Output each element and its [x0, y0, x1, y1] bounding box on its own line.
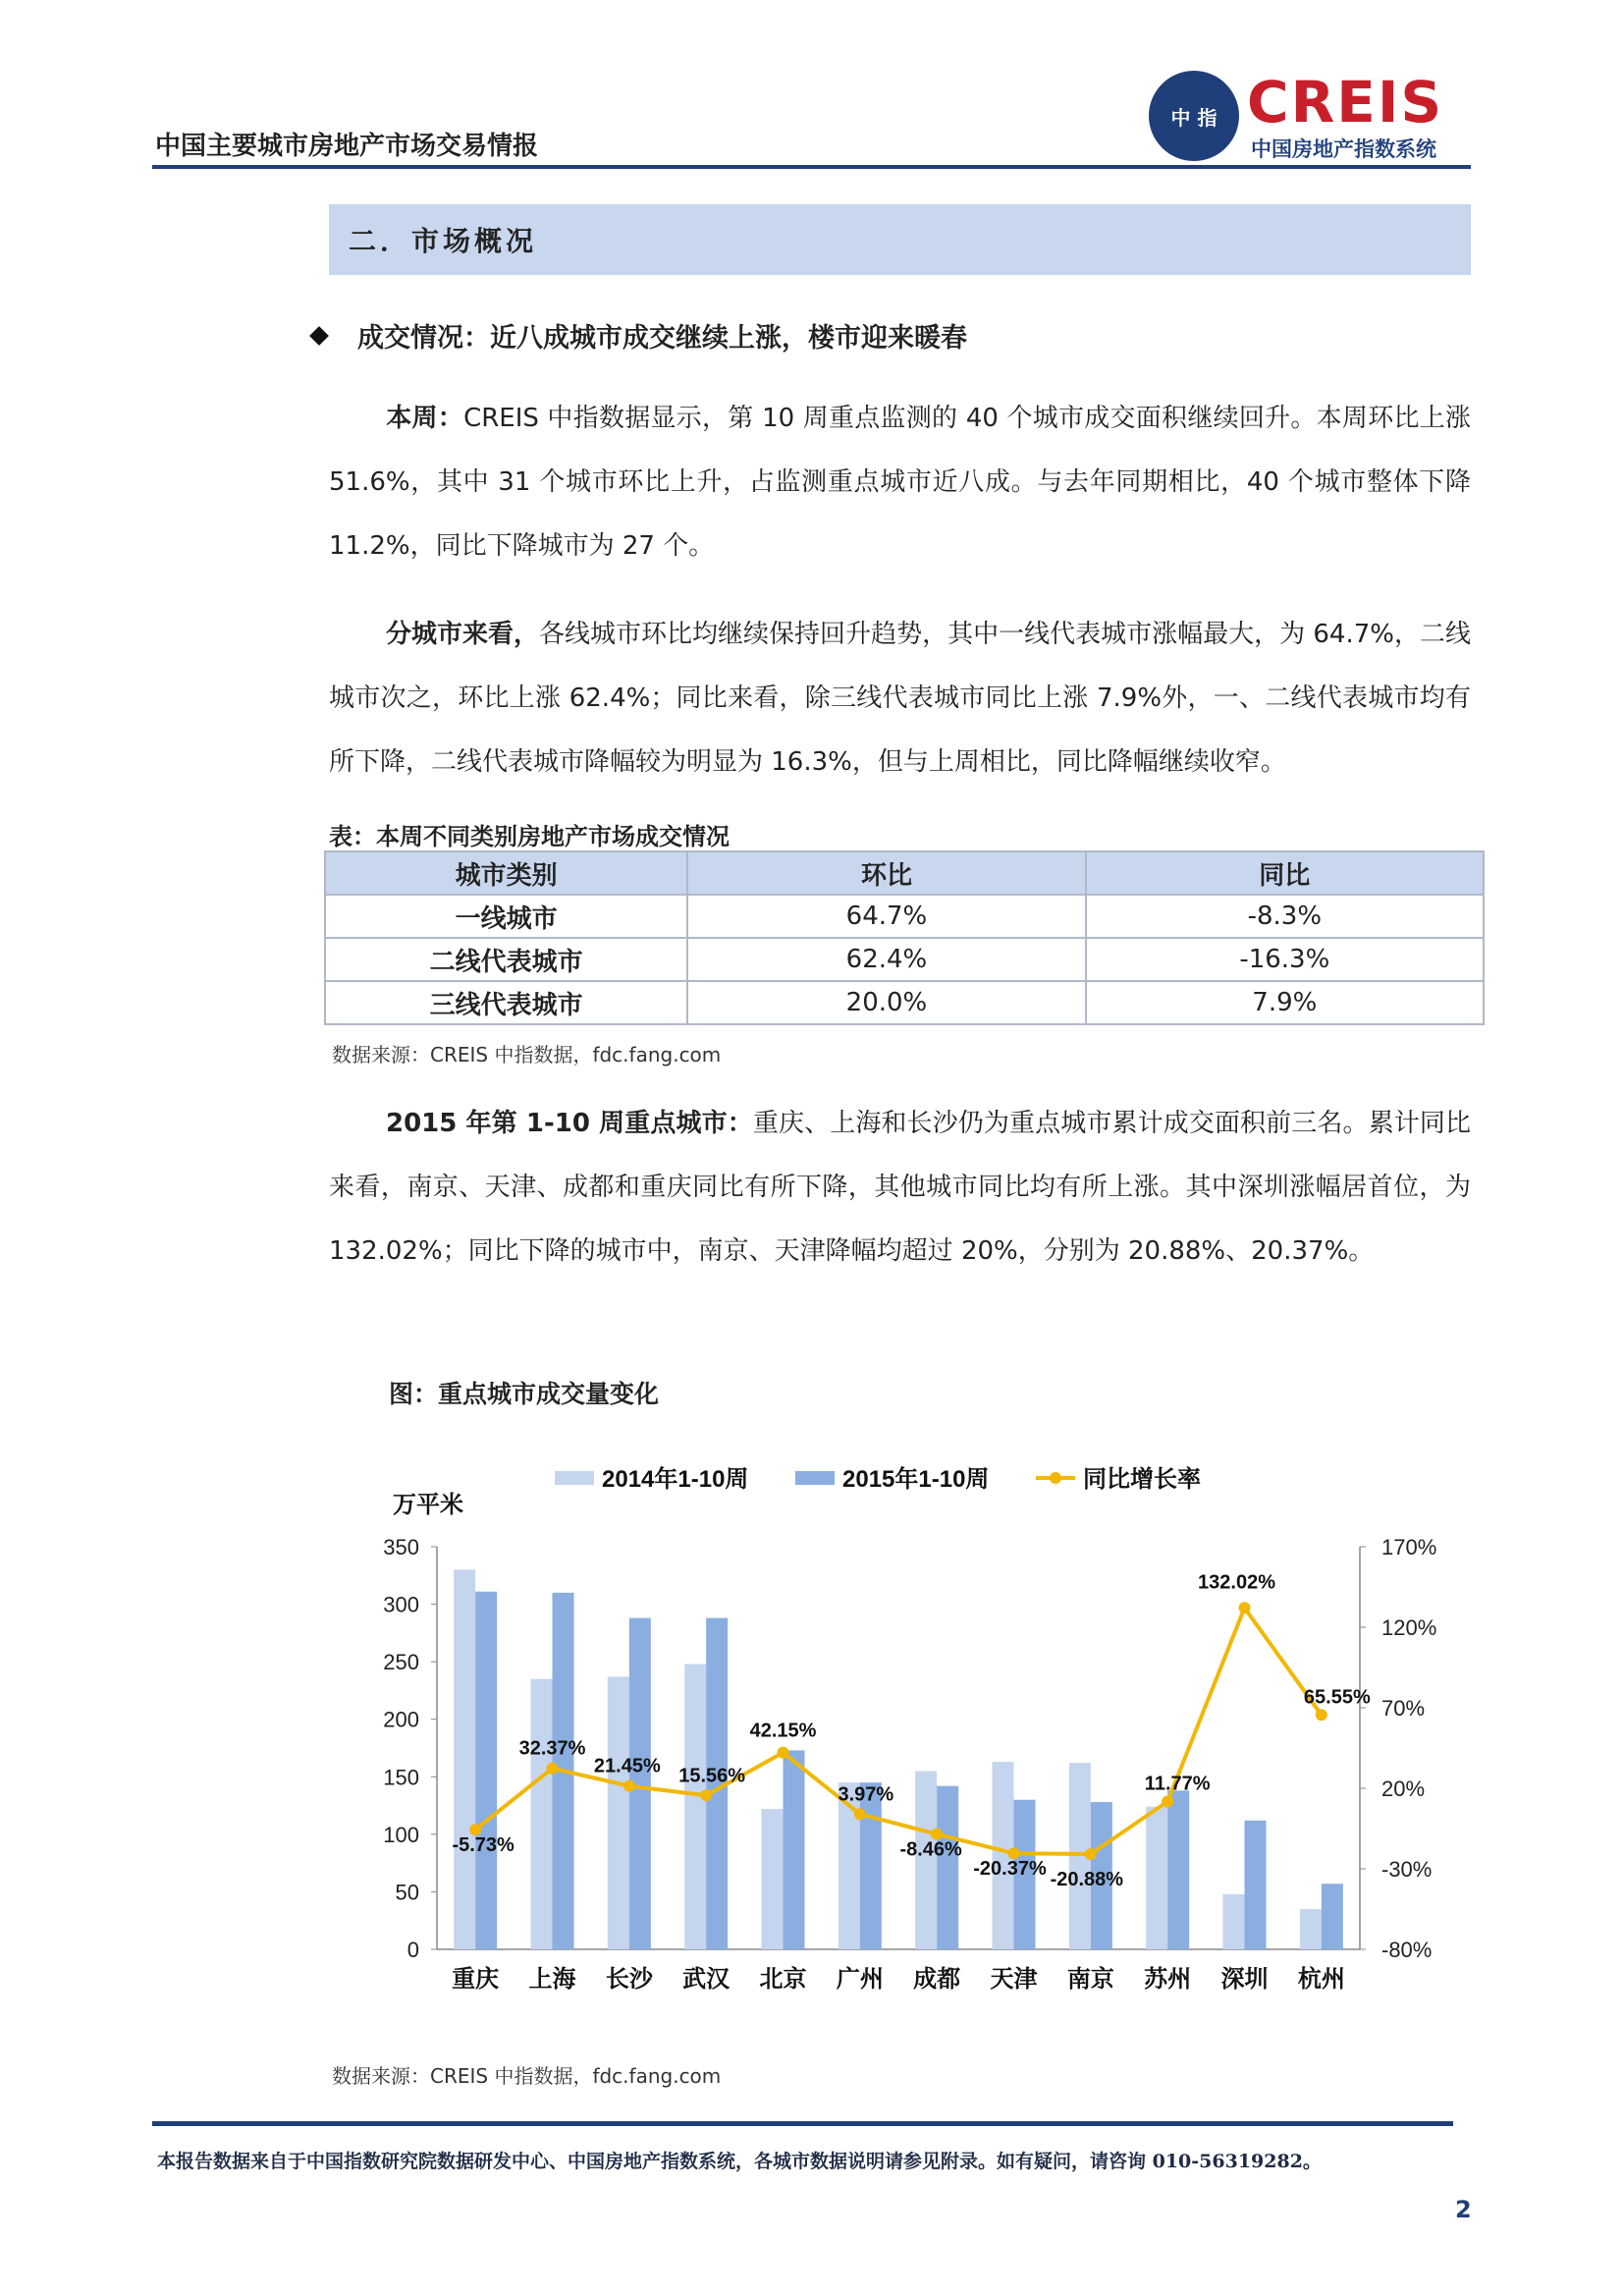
- bar: [454, 1569, 475, 1949]
- bar: [1223, 1894, 1245, 1949]
- bar: [860, 1782, 882, 1949]
- logo-wordmark: CREIS: [1247, 69, 1444, 136]
- x-tick-label: 广州: [836, 1964, 884, 1993]
- paragraph-text: 重庆、上海和长沙仍为重点城市累计成交面积前三名。累计同比来看，南京、天津、成都和重庆同比有所下降，其他城市同比均有所上涨。其中深圳涨幅居首位，为 132.02%；同比下降的城市中，南京、天津降幅均超过 20%，分别为 20.88%、20.37%。: [329, 1109, 1471, 1266]
- legend-label: 2015年1-10周: [842, 1466, 990, 1493]
- paragraph-lead: 本周：: [386, 404, 464, 433]
- growth-rate-point: [623, 1780, 635, 1792]
- chart-source: 数据来源：CREIS 中指数据，fdc.fang.com: [332, 2064, 722, 2088]
- growth-rate-point: [1239, 1602, 1251, 1613]
- bar: [762, 1809, 784, 1949]
- x-tick-label: 成都: [913, 1964, 961, 1993]
- y2-tick-label: -30%: [1381, 1857, 1433, 1882]
- bullet-text: 成交情况：近八成城市成交继续上涨，楼市迎来暖春: [357, 323, 967, 354]
- data-label: 65.55%: [1303, 1686, 1371, 1709]
- city-volume-chart: [324, 1444, 1483, 2023]
- header-divider: [152, 165, 1471, 169]
- market-table: [324, 850, 1485, 1025]
- section-heading: [329, 204, 1471, 275]
- y2-tick-label: 70%: [1381, 1696, 1426, 1721]
- data-label: 132.02%: [1198, 1571, 1275, 1594]
- bar: [937, 1786, 958, 1949]
- y-tick-label: 350: [383, 1535, 419, 1559]
- table-cell: 20.0%: [687, 981, 1085, 1024]
- bar: [475, 1592, 497, 1949]
- growth-rate-point: [547, 1763, 559, 1775]
- growth-rate-point: [1085, 1848, 1097, 1860]
- legend-swatch: [555, 1471, 594, 1485]
- data-label: 11.77%: [1144, 1773, 1211, 1795]
- paragraph-text: 各线城市环比均继续保持回升趋势，其中一线代表城市涨幅最大，为 64.7%，二线城市次之，环比上涨 62.4%；同比来看，除三线代表城市同比上涨 7.9%外，一、二线代表城市均有所下降，二线代表城市降幅较为明显为 16.3%，但与上周相比，同比降幅继续收窄。: [329, 620, 1471, 777]
- x-tick-label: 长沙: [605, 1964, 653, 1993]
- paragraph-lead: 分城市来看，: [386, 620, 540, 649]
- x-tick-label: 南京: [1066, 1964, 1114, 1993]
- table-row: [325, 938, 1484, 981]
- table-cell: 一线城市: [325, 895, 687, 938]
- bar: [608, 1676, 629, 1949]
- y2-tick-label: 120%: [1381, 1615, 1437, 1640]
- column-header: 同比: [1086, 851, 1484, 895]
- table-cell: -8.3%: [1086, 895, 1484, 938]
- y-tick-label: 0: [406, 1938, 419, 1962]
- growth-rate-point: [1162, 1795, 1173, 1807]
- page-number: 2: [1455, 2196, 1472, 2223]
- y-tick-label: 100: [383, 1822, 419, 1847]
- bar: [1245, 1821, 1267, 1949]
- y-axis-label: 万平米: [393, 1490, 463, 1518]
- x-tick-label: 重庆: [452, 1964, 500, 1993]
- bullet-heading: [312, 316, 967, 355]
- table-cell: 二线代表城市: [325, 938, 687, 981]
- growth-rate-point: [1316, 1709, 1327, 1721]
- footer-divider: [152, 2121, 1453, 2126]
- table-cell: -16.3%: [1086, 938, 1484, 981]
- y-tick-label: 50: [395, 1880, 419, 1905]
- bar: [1322, 1884, 1343, 1949]
- x-tick-label: 北京: [759, 1964, 807, 1993]
- y-tick-label: 200: [383, 1707, 419, 1732]
- x-tick-label: 武汉: [682, 1964, 730, 1993]
- y2-tick-label: 20%: [1381, 1777, 1426, 1801]
- logo-mark-icon: 中 指: [1149, 71, 1239, 161]
- growth-rate-point: [778, 1747, 789, 1759]
- x-tick-label: 深圳: [1220, 1964, 1269, 1993]
- data-label: -5.73%: [452, 1834, 514, 1857]
- chart-title: 图：重点城市成交量变化: [389, 1380, 660, 1408]
- legend-marker: [1050, 1472, 1061, 1484]
- x-tick-label: 杭州: [1297, 1964, 1345, 1993]
- logo-subtitle: 中国房地产指数系统: [1251, 137, 1436, 161]
- data-label: 15.56%: [678, 1765, 746, 1787]
- y2-tick-label: -80%: [1381, 1938, 1433, 1962]
- report-title: 中国主要城市房地产市场交易情报: [155, 132, 539, 161]
- table-row: [325, 895, 1484, 938]
- table-source: 数据来源：CREIS 中指数据，fdc.fang.com: [332, 1043, 722, 1066]
- y-tick-label: 150: [383, 1765, 419, 1790]
- y-tick-label: 250: [383, 1650, 419, 1675]
- table-caption: 表：本周不同类别房地产市场成交情况: [329, 822, 730, 850]
- x-tick-label: 苏州: [1144, 1964, 1192, 1993]
- data-label: -20.37%: [973, 1858, 1047, 1881]
- table-cell: 7.9%: [1086, 981, 1484, 1024]
- table-cell: 64.7%: [687, 895, 1085, 938]
- y-tick-label: 300: [383, 1592, 419, 1617]
- table-cell: 62.4%: [687, 938, 1085, 981]
- bar: [684, 1664, 706, 1949]
- legend-label: 2014年1-10周: [602, 1466, 749, 1493]
- y2-tick-label: 170%: [1381, 1535, 1437, 1559]
- creis-logo: [1149, 69, 1473, 167]
- legend-label: 同比增长率: [1083, 1466, 1201, 1493]
- bar: [1167, 1790, 1189, 1949]
- bar: [1146, 1807, 1167, 1949]
- x-tick-label: 上海: [528, 1964, 576, 1993]
- data-label: 3.97%: [838, 1783, 894, 1806]
- growth-rate-point: [700, 1789, 712, 1801]
- paragraph-by-city: [329, 603, 1471, 794]
- data-label: -8.46%: [899, 1838, 962, 1861]
- paragraph-this-week: [329, 387, 1471, 578]
- diamond-bullet-icon: [309, 326, 329, 346]
- x-tick-label: 天津: [990, 1964, 1038, 1993]
- bar: [531, 1679, 553, 1949]
- paragraph-lead: 2015 年第 1-10 周重点城市：: [386, 1109, 753, 1138]
- table-row: [325, 981, 1484, 1024]
- section-title: 二．市场概况: [349, 225, 538, 257]
- footer-note: 本报告数据来自于中国指数研究院数据研发中心、中国房地产指数系统，各城市数据说明请参见附录。如有疑问，请咨询 010-56319282。: [157, 2151, 1322, 2172]
- data-label: 42.15%: [749, 1720, 817, 1742]
- bar: [784, 1750, 805, 1949]
- column-header: 城市类别: [325, 851, 687, 895]
- table-header-row: [325, 851, 1484, 895]
- data-label: 32.37%: [518, 1737, 586, 1760]
- data-label: -20.88%: [1050, 1869, 1124, 1891]
- table-cell: 三线代表城市: [325, 981, 687, 1024]
- paragraph-text: CREIS 中指数据显示，第 10 周重点监测的 40 个城市成交面积继续回升。本周环比上涨 51.6%，其中 31 个城市环比上升，占监测重点城市近八成。与去年同期相比，40 个城市整体下降 11.2%，同比下降城市为 27 个。: [329, 404, 1471, 561]
- paragraph-key-cities: [329, 1092, 1471, 1284]
- growth-rate-line: [475, 1608, 1322, 1854]
- data-label: 21.45%: [593, 1755, 661, 1777]
- bar: [1300, 1909, 1322, 1949]
- legend-swatch: [795, 1471, 835, 1485]
- column-header: 环比: [687, 851, 1085, 895]
- growth-rate-point: [854, 1808, 866, 1820]
